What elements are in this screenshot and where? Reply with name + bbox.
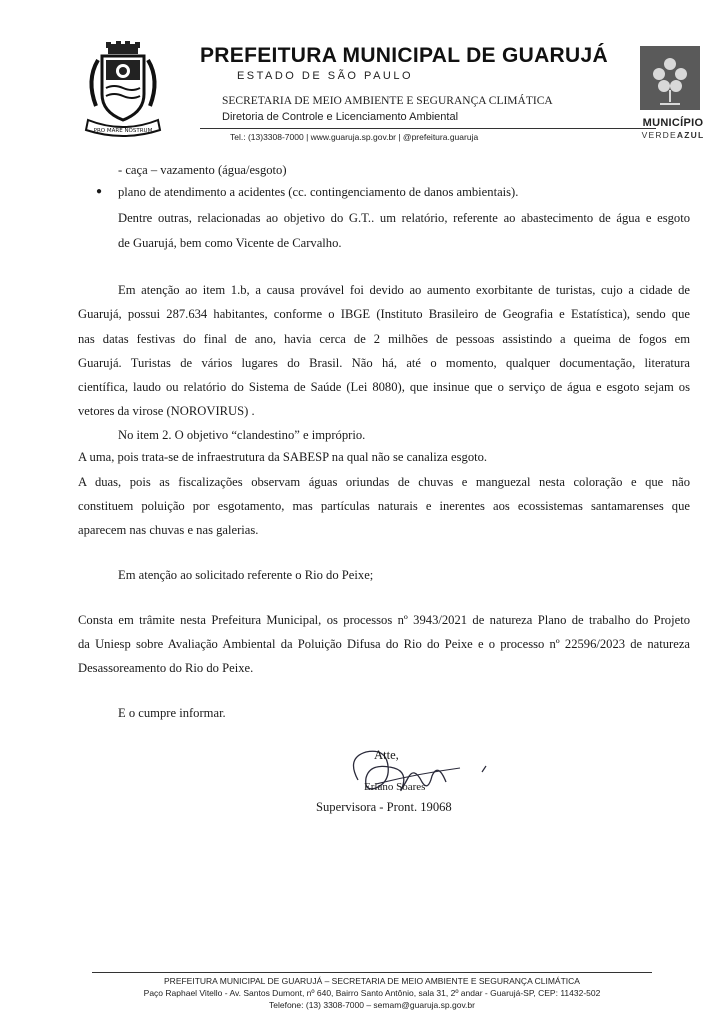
- header-contact: Tel.: (13)3308-7000 | www.guaruja.sp.gov.br | @prefeitura.guaruja: [230, 132, 479, 142]
- paragraph-atencao-line-5: científica, laudo ou relatório do Sistema de Saúde (Lei 8080), que insinue que o serviço de água e esgoto sejam os: [78, 380, 690, 394]
- paragraph-atencao-line-4: Guarujá. Turistas de vários lugares do Brasil. Não há, até o momento, qualquer documentação, literatura: [78, 356, 690, 370]
- footer-line-3: Telefone: (13) 3308-7000 – semam@guaruja.sp.gov.br: [269, 1000, 475, 1010]
- paragraph-atencao-line-3: nas datas festivas do final de ano, havia cerca de 2 milhões de pessoas assistindo a queima de fogos em: [78, 332, 690, 346]
- municipio-verde-azul-logo: [640, 46, 700, 110]
- verde-word: VERDE: [641, 130, 677, 140]
- bullet-plano: plano de atendimento a acidentes (cc. contingenciamento de danos ambientais).: [118, 185, 519, 199]
- signatory-name: Erlano Soares: [364, 781, 426, 793]
- secretariat-name: SECRETARIA DE MEIO AMBIENTE E SEGURANÇA CLIMÁTICA: [222, 95, 553, 107]
- signatory-role: Supervisora - Pront. 19068: [316, 800, 452, 814]
- paragraph-atencao-line-1: Em atenção ao item 1.b, a causa provável foi devido ao aumento exorbitante de turistas, cujo a cidade de: [118, 283, 690, 297]
- paragraph-atencao-line-6: vetores da virose (NOROVIRUS) .: [78, 404, 255, 418]
- state-name: ESTADO DE SÃO PAULO: [236, 70, 414, 82]
- footer-divider: [92, 972, 652, 973]
- paragraph-item2: No item 2. O objetivo “clandestino” e impróprio.: [118, 428, 366, 442]
- signature-closing: Atte,: [374, 748, 399, 762]
- paragraph-duas-line-1: A duas, pois as fiscalizações observam águas oriundas de chuvas e manguezal nesta coloração e que não: [78, 475, 690, 489]
- paragraph-consta-line-2: da Uniesp sobre Avaliação Ambiental da Poluição Difusa do Rio do Peixe e o processo nº 22596/2023 de natureza: [78, 637, 690, 651]
- paragraph-uma: A uma, pois trata-se de infraestrutura da SABESP na qual não se canaliza esgoto.: [78, 450, 488, 464]
- line-caca: - caça – vazamento (água/esgoto): [118, 163, 287, 177]
- paragraph-cumpre: E o cumpre informar.: [118, 706, 226, 720]
- paragraph-consta-line-3: Desassoreamento do Rio do Peixe.: [78, 661, 254, 675]
- directorate-name: Diretoria de Controle e Licenciamento Ambiental: [222, 111, 459, 123]
- crest-motto: PRO MARE NOSTRUM: [93, 128, 153, 134]
- verde-azul-label: [636, 130, 710, 140]
- paragraph-rio-peixe: Em atenção ao solicitado referente o Rio do Peixe;: [118, 568, 374, 582]
- paragraph-consta-line-1: Consta em trâmite nesta Prefeitura Municipal, os processos nº 3943/2021 de natureza Plano de trabalho do Projeto: [78, 613, 690, 627]
- footer-line-1: PREFEITURA MUNICIPAL DE GUARUJÁ – SECRETARIA DE MEIO AMBIENTE E SEGURANÇA CLIMÁTICA: [164, 976, 580, 986]
- bullet-point: ●: [96, 186, 103, 197]
- header-divider: [200, 128, 656, 129]
- paragraph-duas-line-3: aparecem nas chuvas e nas galerias.: [78, 523, 259, 537]
- paragraph-atencao-line-2: Guarujá, possui 287.634 habitantes, conforme o IBGE (Instituto Brasileiro de Geografia e Estatística), sendo que: [78, 307, 690, 321]
- municipio-label: MUNICÍPIO: [642, 117, 704, 129]
- paragraph-duas-line-2: constituem poluição por esgotamento, mas partículas naturais e inerentes aos ecossistemas santamarenses que: [78, 499, 690, 513]
- azul-word: AZUL: [676, 130, 705, 140]
- paragraph-dentre-line-2: de Guarujá, bem como Vicente de Carvalho.: [118, 236, 342, 250]
- footer-line-2: Paço Raphael Vitello - Av. Santos Dumont, nº 640, Bairro Santo Antônio, sala 31, 2º andar - Guarujá-SP, CEP: 11432-502: [143, 988, 601, 998]
- paragraph-dentre-line-1: Dentre outras, relacionadas ao objetivo do G.T.. um relatório, referente ao abastecimento de água e esgoto: [118, 211, 690, 225]
- organization-name: PREFEITURA MUNICIPAL DE GUARUJÁ: [200, 44, 608, 67]
- handwritten-signature: [336, 738, 496, 808]
- coat-of-arms-logo: [80, 40, 166, 140]
